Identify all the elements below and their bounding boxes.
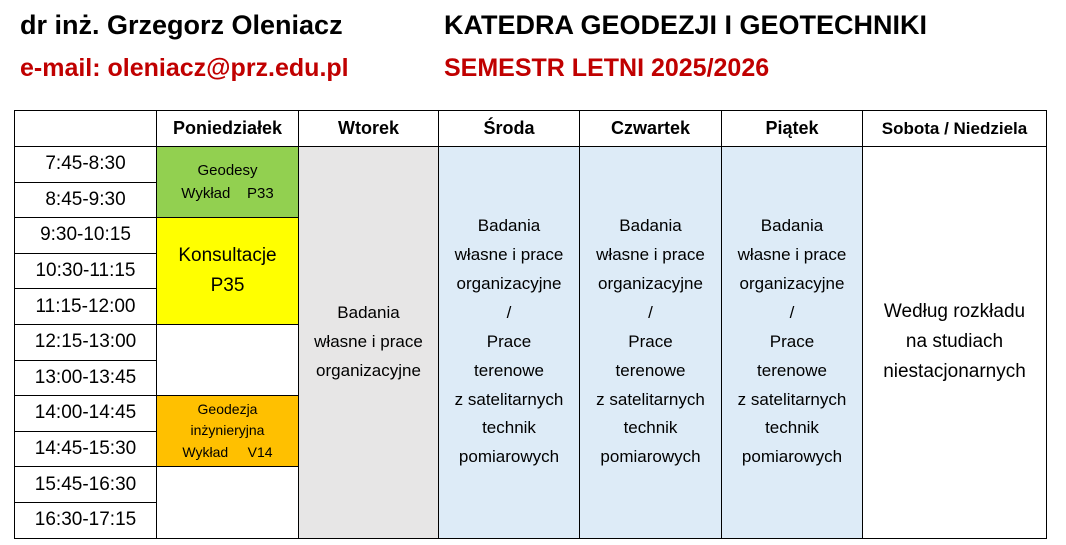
tuesday-line: organizacyjne [316, 360, 421, 380]
thursday-block [580, 147, 722, 539]
header-row [15, 111, 1047, 147]
department-title: KATEDRA GEODEZJI I GEOTECHNIKI [444, 10, 928, 40]
research-line: pomiarowych [458, 447, 560, 467]
research-line: z satelitarnych [596, 389, 705, 409]
research-line: z satelitarnych [454, 389, 564, 409]
weekend-line: niestacjonarnych [883, 361, 1026, 383]
day-header-thursday: Czwartek [580, 111, 722, 147]
monday-geodesy-lecture [157, 147, 299, 218]
inz-title-2: inżynieryjna [190, 422, 265, 439]
research-line: Badania [477, 216, 541, 236]
time-slot: 8:45-9:30 [15, 182, 157, 218]
konsultacje-room: P35 [210, 275, 245, 297]
weekend-line: na studiach [905, 331, 1004, 353]
time-slot: 10:30-11:15 [15, 253, 157, 289]
research-line: Prace [486, 331, 532, 351]
research-line: własne i prace [737, 245, 847, 265]
time-slot: 9:30-10:15 [15, 218, 157, 254]
day-header-tuesday: Wtorek [299, 111, 439, 147]
corner-cell [15, 111, 157, 147]
weekend-line: Według rozkładu [883, 300, 1026, 322]
research-line: / [789, 302, 795, 322]
wednesday-block [439, 147, 580, 539]
weekend-block [863, 147, 1047, 539]
teacher-email: e-mail: oleniacz@prz.edu.pl [20, 54, 349, 82]
research-line: / [648, 302, 653, 322]
day-header-wednesday: Środa [439, 111, 580, 147]
monday-empty-cell [157, 467, 299, 538]
teacher-name: dr inż. Grzegorz Oleniacz [20, 10, 343, 40]
monday-empty-cell [157, 324, 299, 395]
research-line: z satelitarnych [737, 389, 847, 409]
geodesy-room: Wykład P33 [181, 185, 274, 203]
schedule-table [14, 110, 1047, 539]
research-line: organizacyjne [456, 274, 562, 294]
research-line: własne i prace [454, 245, 564, 265]
day-header-monday: Poniedziałek [157, 111, 299, 147]
research-line: organizacyjne [598, 274, 703, 294]
research-line: terenowe [474, 360, 544, 380]
research-line: terenowe [757, 360, 827, 380]
research-line: pomiarowych [741, 447, 843, 467]
monday-inz-lecture [157, 396, 299, 467]
time-slot: 11:15-12:00 [15, 289, 157, 325]
monday-konsultacje [157, 218, 299, 325]
time-slot: 13:00-13:45 [15, 360, 157, 396]
research-line: pomiarowych [600, 447, 701, 467]
research-line: technik [765, 418, 819, 438]
time-slot: 16:30-17:15 [15, 502, 157, 538]
time-slot: 15:45-16:30 [15, 467, 157, 503]
time-slot: 14:45-15:30 [15, 431, 157, 467]
day-header-friday: Piątek [722, 111, 863, 147]
research-line: Prace [628, 331, 673, 351]
tuesday-line: Badania [337, 302, 400, 322]
research-line: terenowe [615, 360, 686, 380]
konsultacje-title: Konsultacje [178, 244, 277, 266]
time-slot: 12:15-13:00 [15, 324, 157, 360]
research-line: własne i prace [596, 245, 705, 265]
day-header-weekend: Sobota / Niedziela [863, 111, 1047, 147]
tuesday-line: własne i prace [314, 331, 423, 351]
research-line: Badania [760, 216, 824, 236]
research-line: organizacyjne [739, 274, 845, 294]
research-line: technik [482, 418, 536, 438]
research-line: Badania [619, 216, 682, 236]
research-line: technik [623, 418, 678, 438]
tuesday-block [299, 147, 439, 539]
geodesy-title: Geodesy [197, 161, 258, 179]
semester-title: SEMESTR LETNI 2025/2026 [444, 54, 770, 82]
research-line: / [506, 302, 512, 322]
time-row [15, 147, 1047, 183]
friday-block [722, 147, 863, 539]
research-line: Prace [769, 331, 815, 351]
inz-title-1: Geodezja [197, 400, 258, 417]
inz-room: Wykład V14 [182, 444, 273, 461]
time-slot: 14:00-14:45 [15, 396, 157, 432]
time-slot: 7:45-8:30 [15, 147, 157, 183]
